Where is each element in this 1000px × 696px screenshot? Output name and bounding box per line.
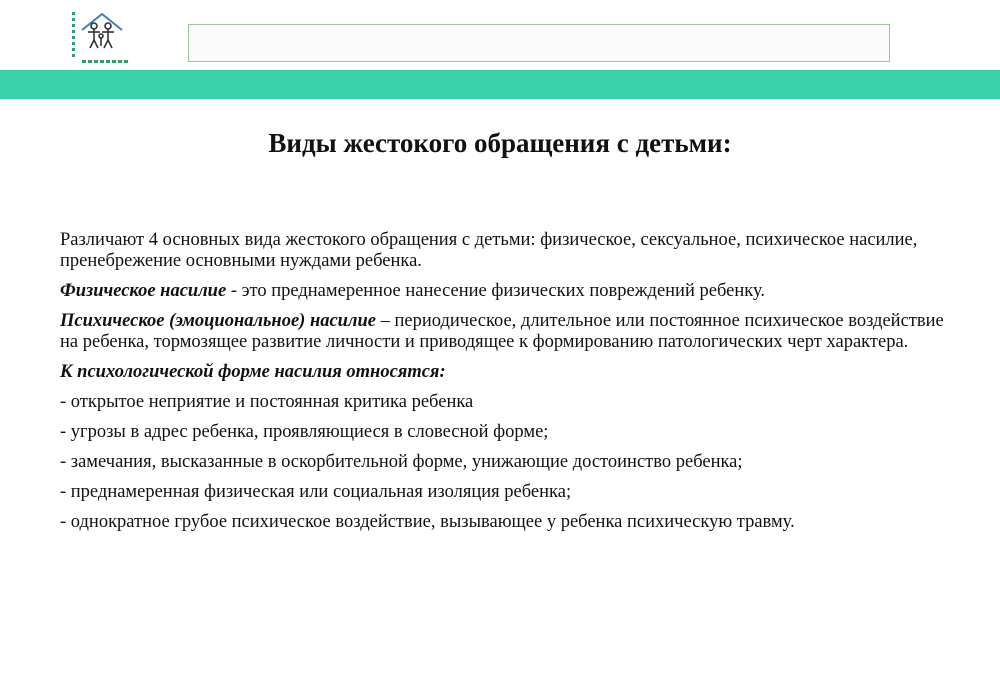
intro-paragraph: Различают 4 основных вида жестокого обращения с детьми: физическое, сексуальное, психическое насилие, пренебрежение основными нуждами ребенка. <box>60 230 918 271</box>
form-item: - однократное грубое психическое воздействие, вызывающее у ребенка психическую травму. <box>60 512 795 532</box>
form-item: - преднамеренная физическая или социальная изоляция ребенка; <box>60 482 572 502</box>
header-band <box>0 70 1000 99</box>
physical-violence-paragraph <box>60 281 960 302</box>
psychological-violence-paragraph <box>60 311 960 353</box>
physical-violence-term: Физическое насилие <box>60 281 227 301</box>
physical-violence-definition: - это преднамеренное нанесение физических повреждений ребенку. <box>226 281 765 301</box>
form-item: - угрозы в адрес ребенка, проявляющиеся в словесной форме; <box>60 422 549 442</box>
forms-heading: К психологической форме насилия относятся: <box>60 362 446 382</box>
form-item: - замечания, высказанные в оскорбительной форме, унижающие достоинство ребенка; <box>60 452 743 472</box>
psychological-violence-definition: – периодическое, длительное или постоянное психическое воздействие на ребенка, тормозящее развитие личности и приводящее к формированию патологических черт характера. <box>60 311 944 352</box>
header-title-box <box>188 24 890 62</box>
form-item: - открытое неприятие и постоянная критика ребенка <box>60 392 474 412</box>
slide-title: Виды жестокого обращения с детьми: <box>268 128 732 158</box>
psychological-violence-term: Психическое (эмоциональное) насилие <box>60 311 376 331</box>
slide-content <box>60 230 960 542</box>
logo <box>62 6 138 68</box>
